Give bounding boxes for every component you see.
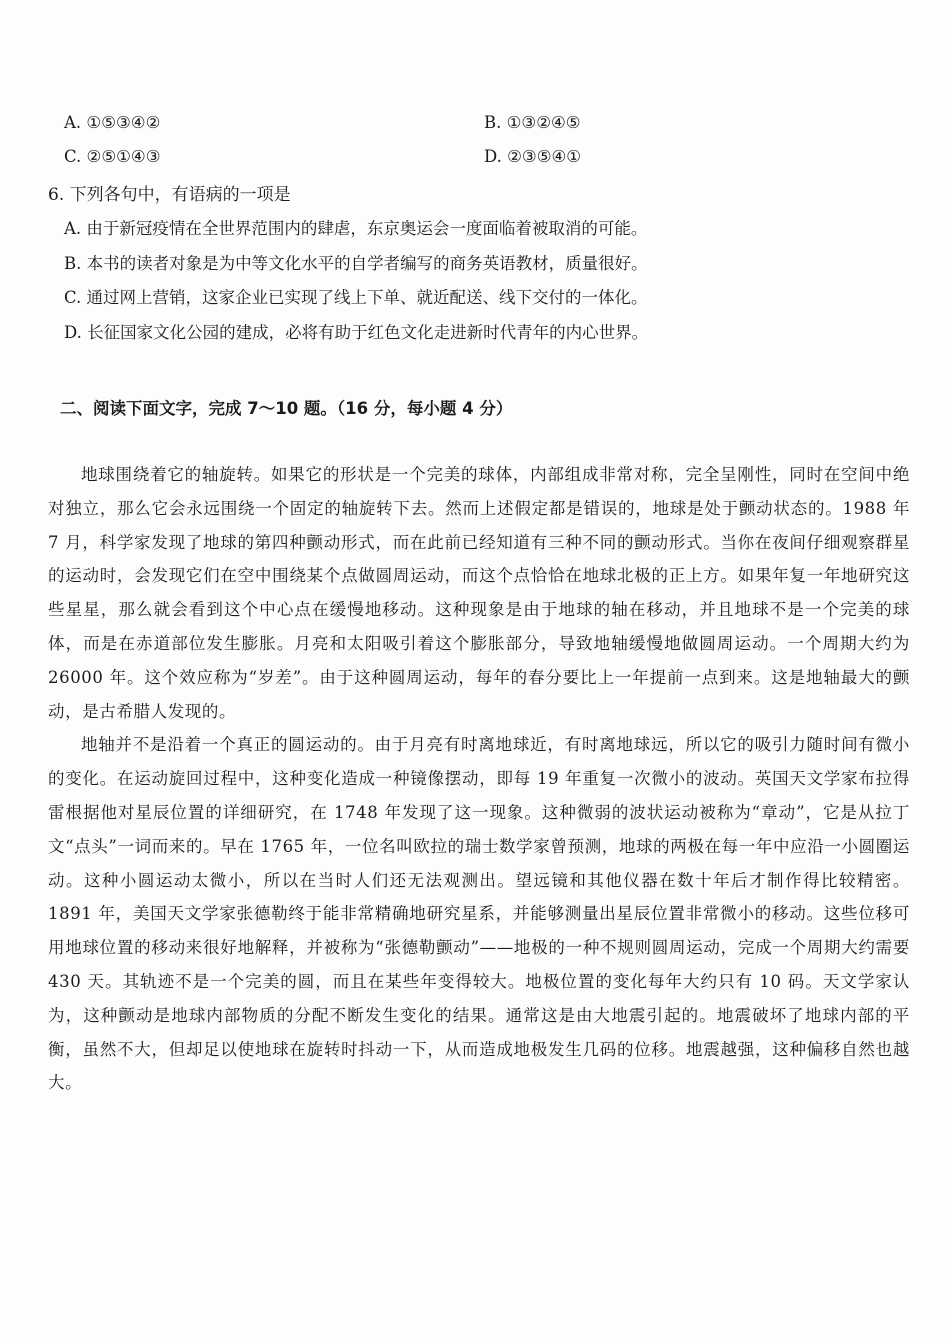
q5-option-b: B. ①③②④⑤ (484, 113, 581, 132)
question-6-choice-a: A. 由于新冠疫情在全世界范围内的肆虐，东京奥运会一度面临着被取消的可能。 (64, 219, 648, 238)
q5-option-d: D. ②③⑤④① (484, 147, 582, 166)
question-6-stem: 6. 下列各句中，有语病的一项是 (48, 185, 291, 205)
question-6-choice-b: B. 本书的读者对象是为中等文化水平的自学者编写的商务英语教材，质量很好。 (64, 253, 648, 273)
question-6-choice-c: C. 通过网上营销，这家企业已实现了线上下单、就近配送、线下交付的一体化。 (64, 288, 648, 307)
passage-paragraph-1: 地球围绕着它的轴旋转。如果它的形状是一个完美的球体，内部组成非常对称，完全呈刚性，同时在空间中绝对独立，那么它会永远围绕一个固定的轴旋转下去。然而上述假定都是错误的，地球是处于颤动状态的。1988 年 7 月，科学家发现了地球的第四种颤动形式，而在此前已经知道有三种不同的颤动形式。当你在夜间仔细观察群星的运动时，会发现它们在空中围绕某个点做圆周运动，而这个点恰恰在地球北极的正上方。如果年复一年地研究这些星星，那么就会看到这个中心点在缓慢地移动。这种现象是由于地球的轴在移动，并且地球不是一个完美的球体，而是在赤道部位发生膨胀。月亮和太阳吸引着这个膨胀部分，导致地轴缓慢地做圆周运动。一个周期大约为 26000 年。这个效应称为“岁差”。由于这种圆周运动，每年的春分要比上一年提前一点到来。这是地轴最大的颤动，是古希腊人发现的。 (48, 465, 910, 721)
q5-option-a: A. ①⑤③④② (64, 113, 161, 132)
passage-paragraph-2: 地轴并不是沿着一个真正的圆运动的。由于月亮有时离地球近，有时离地球远，所以它的吸引力随时间有微小的变化。在运动旋回过程中，这种变化造成一种镜像摆动，即每 19 年重复一次微小的波动。英国天文学家布拉得雷根据他对星辰位置的详细研究，在 1748 年发现了这一现象。这种微弱的波状运动被称为“章动”，它是从拉丁文“点头”一词而来的。早在 1765 年，一位名叫欧拉的瑞士数学家曾预测，地球的两极在每一年中应沿一小圆圈运动。这种小圆运动太微小，所以在当时人们还无法观测出。望远镜和其他仪器在数十年后才制作得比较精密。1891 年，美国天文学家张德勒终于能非常精确地研究星系，并能够测量出星辰位置非常微小的移动。这些位移可用地球位置的移动来很好地解释，并被称为“张德勒颤动”——地极的一种不规则圆周运动，完成一个周期大约需要 430 天。其轨迹不是一个完美的圆，而且在某些年变得较大。地极位置的变化每年大约只有 10 码。天文学家认为，这种颤动是地球内部物质的分配不断发生变化的结果。通常这是由大地震引起的。地震破坏了地球内部的平衡，虽然不大，但却足以使地球在旋转时抖动一下，从而造成地极发生几码的位移。地震越强，这种偏移自然也越大。 (48, 735, 910, 1093)
section-2-heading: 二、阅读下面文字，完成 7～10 题。（16 分，每小题 4 分） (60, 399, 513, 418)
q5-option-c: C. ②⑤①④③ (64, 147, 161, 166)
reading-passage (48, 458, 910, 1100)
question-6 (48, 178, 908, 350)
question-6-choice-d: D. 长征国家文化公园的建成，必将有助于红色文化走进新时代青年的内心世界。 (64, 322, 649, 342)
